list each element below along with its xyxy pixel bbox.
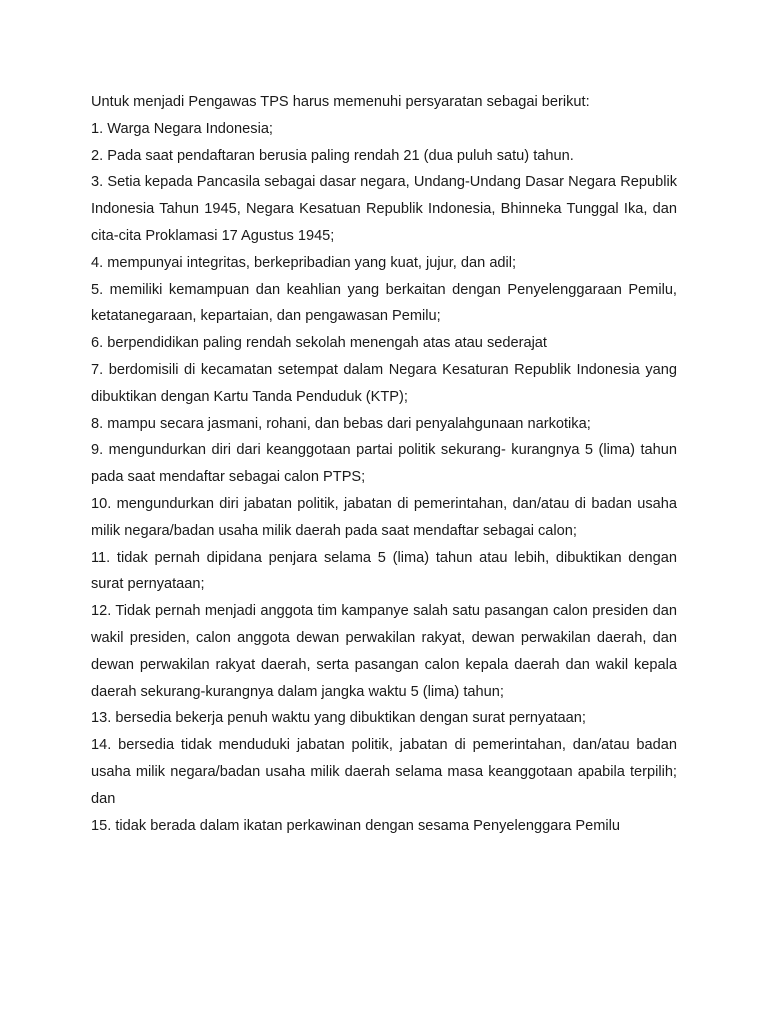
list-item: 14. bersedia tidak menduduki jabatan politik, jabatan di pemerintahan, dan/atau badan usaha milik negara/badan usaha milik daerah selama masa keanggotaan apabila terpilih; dan [91, 737, 677, 807]
list-item: 11. tidak pernah dipidana penjara selama 5 (lima) tahun atau lebih, dibuktikan dengan surat pernyataan; [91, 549, 677, 593]
list-item: 4. mempunyai integritas, berkepribadian yang kuat, jujur, dan adil; [91, 254, 517, 271]
list-item: 13. bersedia bekerja penuh waktu yang dibuktikan dengan surat pernyataan; [91, 710, 586, 727]
list-item: 1. Warga Negara Indonesia; [91, 120, 273, 137]
list-item: 10. mengundurkan diri jabatan politik, jabatan di pemerintahan, dan/atau di badan usaha milik negara/badan usaha milik daerah pada saat mendaftar sebagai calon; [91, 495, 677, 539]
list-item: 12. Tidak pernah menjadi anggota tim kampanye salah satu pasangan calon presiden dan wakil presiden, calon anggota dewan perwakilan rakyat, dewan perwakilan daerah, dan dewan perwakilan rakyat daerah, serta pasangan calon kepala daerah dan wakil kepala daerah sekurang-kurangnya dalam jangka waktu 5 (lima) tahun; [91, 603, 677, 700]
list-item: 5. memiliki kemampuan dan keahlian yang berkaitan dengan Penyelenggaraan Pemilu, ketatanegaraan, kepartaian, dan pengawasan Pemilu; [91, 281, 677, 325]
list-item: 9. mengundurkan diri dari keanggotaan partai politik sekurang- kurangnya 5 (lima) tahun pada saat mendaftar sebagai calon PTPS; [91, 442, 677, 486]
list-item: 7. berdomisili di kecamatan setempat dalam Negara Kesaturan Republik Indonesia yang dibuktikan dengan Kartu Tanda Penduduk (KTP); [91, 361, 677, 405]
list-item: 8. mampu secara jasmani, rohani, dan bebas dari penyalahgunaan narkotika; [91, 415, 591, 432]
requirements-list [91, 116, 677, 840]
list-item: 2. Pada saat pendaftaran berusia paling rendah 21 (dua puluh satu) tahun. [91, 147, 574, 164]
list-item: 3. Setia kepada Pancasila sebagai dasar negara, Undang-Undang Dasar Negara Republik Indonesia Tahun 1945, Negara Kesatuan Republik Indonesia, Bhinneka Tunggal Ika, dan cita-cita Proklamasi 17 Agustus 1945; [91, 174, 677, 244]
document-intro: Untuk menjadi Pengawas TPS harus memenuhi persyaratan sebagai berikut: [91, 94, 590, 110]
document-body [91, 89, 677, 839]
list-item: 6. berpendidikan paling rendah sekolah menengah atas atau sederajat [91, 335, 547, 352]
list-item: 15. tidak berada dalam ikatan perkawinan dengan sesama Penyelenggara Pemilu [91, 817, 620, 834]
